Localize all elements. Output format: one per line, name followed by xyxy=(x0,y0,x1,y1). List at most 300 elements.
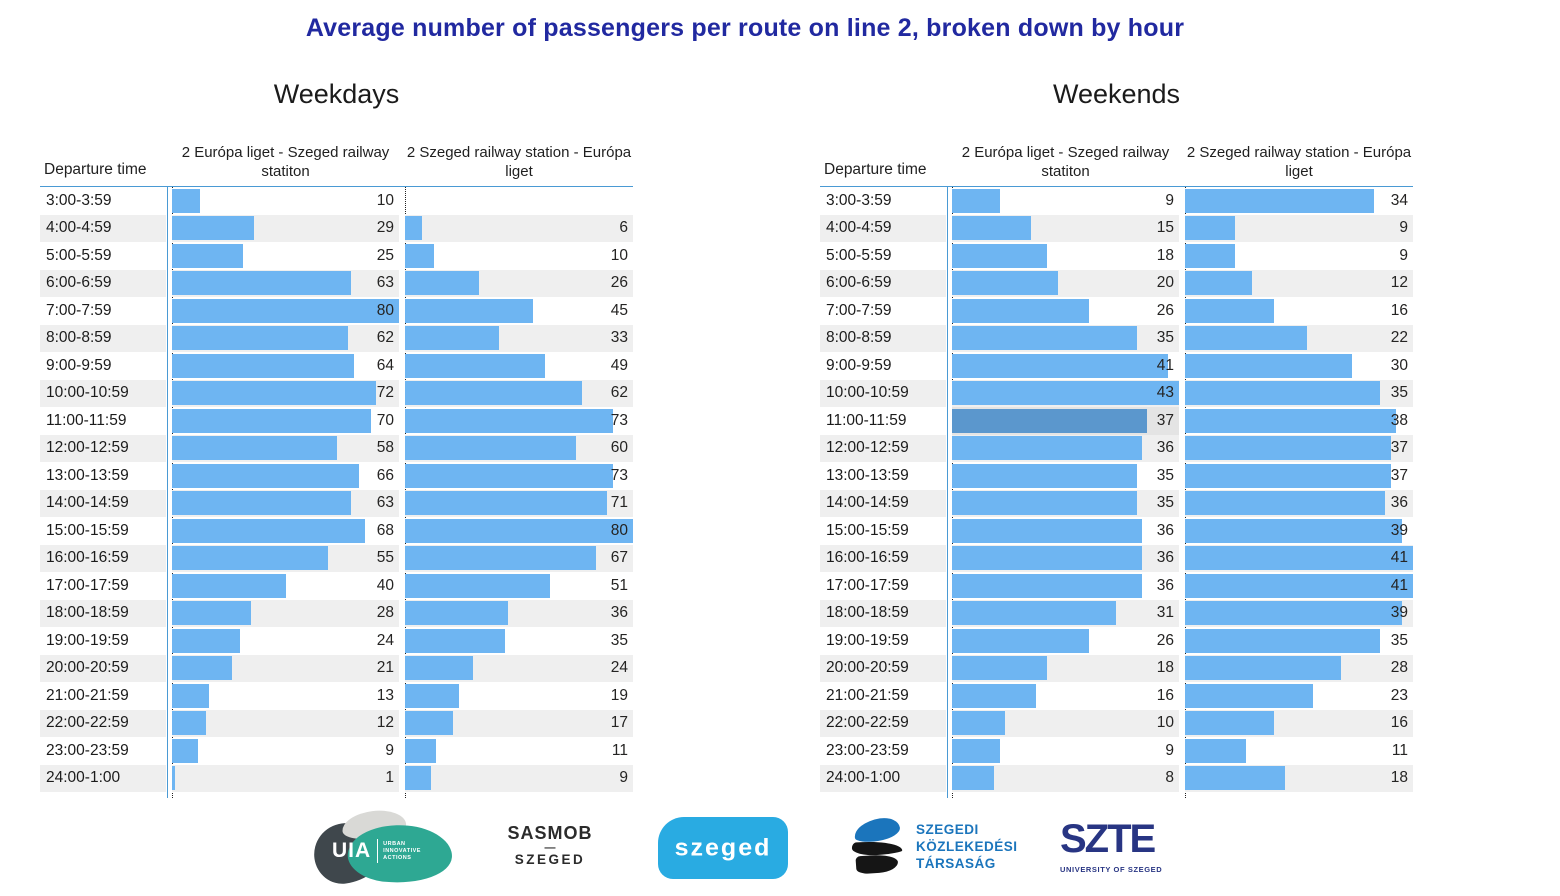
bar-cell[interactable] xyxy=(405,517,633,545)
bar-cell[interactable] xyxy=(1185,490,1413,518)
bar[interactable] xyxy=(405,574,550,598)
bar[interactable] xyxy=(405,216,422,240)
bar[interactable] xyxy=(952,244,1047,268)
bar-cell[interactable] xyxy=(952,682,1179,710)
bar-cell[interactable] xyxy=(172,242,399,270)
departure-time-label: 8:00-8:59 xyxy=(820,325,946,353)
table-row xyxy=(820,352,1413,380)
bar-cell[interactable] xyxy=(172,600,399,628)
departure-time-label: 6:00-6:59 xyxy=(40,270,166,298)
bar[interactable] xyxy=(1185,189,1374,213)
bar-cell[interactable] xyxy=(952,737,1179,765)
bar-cell[interactable] xyxy=(172,215,399,243)
bar[interactable] xyxy=(1185,436,1391,460)
table-row xyxy=(40,380,633,408)
bar[interactable] xyxy=(172,326,348,350)
bar-cell[interactable] xyxy=(172,710,399,738)
bar[interactable] xyxy=(172,656,232,680)
bar[interactable] xyxy=(952,271,1058,295)
sasmob-logo xyxy=(498,823,602,867)
bar-value-label: 34 xyxy=(1390,191,1408,209)
bar-cell[interactable] xyxy=(405,352,633,380)
bar-cell[interactable] xyxy=(1185,737,1413,765)
bar[interactable] xyxy=(1185,299,1274,323)
bar-cell[interactable] xyxy=(172,490,399,518)
bar-cell[interactable] xyxy=(1185,517,1413,545)
uia-logo-subtext: URBAN INNOVATIVE ACTIONS xyxy=(383,840,421,861)
bar-cell[interactable] xyxy=(1185,297,1413,325)
departure-time-label: 15:00-15:59 xyxy=(46,521,129,539)
bar[interactable] xyxy=(405,436,576,460)
bar-cell[interactable] xyxy=(405,407,633,435)
bar-cell[interactable] xyxy=(172,435,399,463)
table-row xyxy=(40,325,633,353)
bar-cell[interactable] xyxy=(172,627,399,655)
bar[interactable] xyxy=(172,436,337,460)
bar-cell[interactable] xyxy=(405,187,633,215)
bar[interactable] xyxy=(405,354,545,378)
bar-cell[interactable] xyxy=(952,270,1179,298)
departure-time-label: 24:00-1:00 xyxy=(820,765,946,793)
bar[interactable] xyxy=(952,216,1031,240)
bar[interactable] xyxy=(1185,354,1352,378)
bar-value-label: 8 xyxy=(1165,769,1174,787)
bar-cell[interactable] xyxy=(405,600,633,628)
bar-cell[interactable] xyxy=(172,187,399,215)
bar[interactable] xyxy=(952,739,1000,763)
table-row xyxy=(40,435,633,463)
bar-value-label: 21 xyxy=(376,659,394,677)
bar-cell[interactable] xyxy=(172,765,399,793)
bar[interactable] xyxy=(952,381,1179,405)
bar[interactable] xyxy=(405,766,431,790)
bar[interactable] xyxy=(952,519,1142,543)
bar-cell[interactable] xyxy=(1185,710,1413,738)
bar-value-label: 9 xyxy=(385,741,394,759)
departure-time-label: 20:00-20:59 xyxy=(820,655,946,683)
bar-cell[interactable] xyxy=(952,325,1179,353)
bar[interactable] xyxy=(172,354,354,378)
bar[interactable] xyxy=(1185,519,1402,543)
bar[interactable] xyxy=(405,464,613,488)
departure-time-label: 21:00-21:59 xyxy=(46,686,129,704)
table-row xyxy=(820,490,1413,518)
bar[interactable] xyxy=(405,684,459,708)
bar-cell[interactable] xyxy=(405,297,633,325)
table-row xyxy=(820,297,1413,325)
bar-value-label: 64 xyxy=(376,356,394,374)
bar-value-label: 33 xyxy=(610,329,628,347)
bar[interactable] xyxy=(405,629,505,653)
table-row xyxy=(40,600,633,628)
bar[interactable] xyxy=(405,409,613,433)
bar-value-label: 80 xyxy=(376,301,394,319)
table-row xyxy=(820,627,1413,655)
bar-cell[interactable] xyxy=(405,545,633,573)
weekdays-chart xyxy=(40,77,633,792)
departure-time-label: 17:00-17:59 xyxy=(46,576,129,594)
bar-cell[interactable] xyxy=(1185,242,1413,270)
departure-time-label: 23:00-23:59 xyxy=(826,741,909,759)
bar-cell[interactable] xyxy=(1185,187,1413,215)
bar[interactable] xyxy=(172,574,286,598)
bar-cell[interactable] xyxy=(405,435,633,463)
bar[interactable] xyxy=(952,299,1089,323)
bar-value-label: 9 xyxy=(619,769,628,787)
szte-logo-text: SZTE xyxy=(1060,817,1155,861)
table-row xyxy=(820,325,1413,353)
bar[interactable] xyxy=(405,244,434,268)
bar-value-label: 43 xyxy=(1156,384,1174,402)
bar[interactable] xyxy=(1185,711,1274,735)
bar-value-label: 35 xyxy=(1390,631,1408,649)
uia-logo xyxy=(312,811,454,889)
bar[interactable] xyxy=(952,189,1000,213)
bar[interactable] xyxy=(1185,574,1413,598)
bar-cell[interactable] xyxy=(405,682,633,710)
bar-cell[interactable] xyxy=(1185,655,1413,683)
bar[interactable] xyxy=(1185,601,1402,625)
column-header-route-1: 2 Európa liget - Szeged railway statiton xyxy=(961,144,1170,180)
bar-value-label: 38 xyxy=(1390,411,1408,429)
bar-value-label: 37 xyxy=(1156,411,1174,429)
bar[interactable] xyxy=(952,766,994,790)
bar-cell[interactable] xyxy=(405,490,633,518)
bar-cell[interactable] xyxy=(172,380,399,408)
bar[interactable] xyxy=(952,326,1137,350)
bar-cell[interactable] xyxy=(952,435,1179,463)
bar[interactable] xyxy=(952,436,1142,460)
bar[interactable] xyxy=(172,189,200,213)
bar-value-label: 18 xyxy=(1156,659,1174,677)
bar-value-label: 73 xyxy=(610,466,628,484)
bar-value-label: 58 xyxy=(376,439,394,457)
bar-cell[interactable] xyxy=(952,517,1179,545)
bar-cell[interactable] xyxy=(405,380,633,408)
bar[interactable] xyxy=(172,601,251,625)
bar-cell[interactable] xyxy=(405,655,633,683)
sasmob-logo-subtext: SZEGED xyxy=(514,852,586,867)
bar-cell[interactable] xyxy=(952,545,1179,573)
bar-cell[interactable] xyxy=(172,655,399,683)
bar[interactable] xyxy=(952,409,1147,433)
axis-line xyxy=(167,187,168,798)
departure-time-label: 19:00-19:59 xyxy=(826,631,909,649)
bar-value-label: 68 xyxy=(376,521,394,539)
bar-cell[interactable] xyxy=(952,380,1179,408)
bar-cell[interactable] xyxy=(1185,325,1413,353)
bar-cell[interactable] xyxy=(405,270,633,298)
bar[interactable] xyxy=(405,299,533,323)
bar-cell[interactable] xyxy=(952,187,1179,215)
bar-cell[interactable] xyxy=(405,572,633,600)
bar-cell[interactable] xyxy=(405,462,633,490)
bar[interactable] xyxy=(1185,491,1385,515)
bar[interactable] xyxy=(952,684,1036,708)
bar-value-label: 26 xyxy=(610,274,628,292)
bar[interactable] xyxy=(405,601,508,625)
bar-value-label: 16 xyxy=(1390,714,1408,732)
bar[interactable] xyxy=(172,739,198,763)
table-row xyxy=(40,270,633,298)
weekdays-heading: Weekdays xyxy=(273,79,400,109)
bar[interactable] xyxy=(405,326,499,350)
column-header-departure-time: Departure time xyxy=(44,161,147,178)
bar-value-label: 13 xyxy=(376,686,394,704)
bar-value-label: 11 xyxy=(1391,741,1408,759)
bar-cell[interactable] xyxy=(952,297,1179,325)
departure-time-label: 19:00-19:59 xyxy=(46,631,129,649)
table-row xyxy=(40,490,633,518)
bar[interactable] xyxy=(172,216,254,240)
bar-cell[interactable] xyxy=(952,352,1179,380)
bar[interactable] xyxy=(1185,739,1246,763)
bar[interactable] xyxy=(952,711,1005,735)
bar-cell[interactable] xyxy=(1185,462,1413,490)
bar-value-label: 63 xyxy=(376,494,394,512)
bar-value-label: 66 xyxy=(376,466,394,484)
bar-value-label: 24 xyxy=(610,659,628,677)
table-row xyxy=(820,710,1413,738)
table-row xyxy=(40,215,633,243)
table-row xyxy=(820,517,1413,545)
sasmob-dash: — xyxy=(544,842,556,854)
bar-cell[interactable] xyxy=(1185,627,1413,655)
bar-cell[interactable] xyxy=(952,600,1179,628)
bar-value-label: 35 xyxy=(1156,494,1174,512)
bar-cell[interactable] xyxy=(405,765,633,793)
bar[interactable] xyxy=(1185,216,1235,240)
bar[interactable] xyxy=(952,354,1168,378)
bar[interactable] xyxy=(405,739,436,763)
departure-time-label: 22:00-22:59 xyxy=(40,710,166,738)
bar[interactable] xyxy=(1185,381,1380,405)
bar[interactable] xyxy=(952,574,1142,598)
bar[interactable] xyxy=(172,546,328,570)
bar-cell[interactable] xyxy=(172,572,399,600)
table-row xyxy=(820,215,1413,243)
bar-value-label: 35 xyxy=(610,631,628,649)
bar-value-label: 41 xyxy=(1390,549,1408,567)
table-row xyxy=(820,682,1413,710)
bar[interactable] xyxy=(1185,656,1341,680)
szeged-logo-text: szeged xyxy=(674,834,772,861)
bar-cell[interactable] xyxy=(1185,270,1413,298)
bar[interactable] xyxy=(1185,409,1396,433)
bar-value-label: 9 xyxy=(1399,219,1408,237)
bar-value-label: 45 xyxy=(610,301,628,319)
bar-cell[interactable] xyxy=(405,242,633,270)
bar-value-label: 9 xyxy=(1399,246,1408,264)
table-row xyxy=(820,187,1413,215)
bar-cell[interactable] xyxy=(405,215,633,243)
bar-cell[interactable] xyxy=(172,545,399,573)
departure-time-label: 24:00-1:00 xyxy=(40,765,166,793)
bar-value-label: 12 xyxy=(376,714,394,732)
bar[interactable] xyxy=(1185,546,1413,570)
bar-cell[interactable] xyxy=(172,352,399,380)
departure-time-label: 16:00-16:59 xyxy=(40,545,166,573)
bar-cell[interactable] xyxy=(952,655,1179,683)
bar-cell[interactable] xyxy=(952,490,1179,518)
bar[interactable] xyxy=(172,409,371,433)
bar-cell[interactable] xyxy=(952,215,1179,243)
bar[interactable] xyxy=(1185,464,1391,488)
bar-value-label: 60 xyxy=(610,439,628,457)
bar[interactable] xyxy=(1185,326,1307,350)
bar[interactable] xyxy=(405,711,453,735)
bar-cell[interactable] xyxy=(172,682,399,710)
departure-time-label: 3:00-3:59 xyxy=(826,191,892,209)
column-header-route-1: 2 Európa liget - Szeged railway statiton xyxy=(181,144,390,180)
bar-cell[interactable] xyxy=(1185,545,1413,573)
departure-time-label: 16:00-16:59 xyxy=(820,545,946,573)
bar[interactable] xyxy=(172,711,206,735)
bar[interactable] xyxy=(1185,766,1285,790)
departure-time-label: 15:00-15:59 xyxy=(826,521,909,539)
bar-cell[interactable] xyxy=(952,572,1179,600)
bar-value-label: 23 xyxy=(1390,686,1408,704)
bar-cell[interactable] xyxy=(952,462,1179,490)
bar-cell[interactable] xyxy=(405,627,633,655)
bar[interactable] xyxy=(172,299,399,323)
bar-value-label: 40 xyxy=(376,576,394,594)
bar-value-label: 36 xyxy=(1390,494,1408,512)
bar-value-label: 6 xyxy=(619,219,628,237)
departure-time-label: 12:00-12:59 xyxy=(40,435,166,463)
bar[interactable] xyxy=(172,766,175,790)
bar[interactable] xyxy=(172,244,243,268)
bar[interactable] xyxy=(172,684,209,708)
bar[interactable] xyxy=(172,629,240,653)
bar[interactable] xyxy=(405,381,582,405)
bar[interactable] xyxy=(172,271,351,295)
bar[interactable] xyxy=(952,629,1089,653)
table-row xyxy=(820,545,1413,573)
bar-cell[interactable] xyxy=(1185,600,1413,628)
bar-cell[interactable] xyxy=(952,627,1179,655)
weekends-chart xyxy=(820,77,1413,792)
departure-time-label: 14:00-14:59 xyxy=(820,490,946,518)
bar-value-label: 49 xyxy=(610,356,628,374)
departure-time-label: 18:00-18:59 xyxy=(820,600,946,628)
table-row xyxy=(40,462,633,490)
bar-cell[interactable] xyxy=(172,737,399,765)
bar-cell[interactable] xyxy=(1185,380,1413,408)
bar-value-label: 26 xyxy=(1156,301,1174,319)
bar-cell[interactable] xyxy=(952,242,1179,270)
bar-cell[interactable] xyxy=(952,765,1179,793)
bar[interactable] xyxy=(952,464,1137,488)
bar-value-label: 24 xyxy=(376,631,394,649)
bar-value-label: 36 xyxy=(1156,549,1174,567)
bar-cell[interactable] xyxy=(1185,572,1413,600)
bar-value-label: 28 xyxy=(1390,659,1408,677)
bar-value-label: 36 xyxy=(1156,576,1174,594)
bar[interactable] xyxy=(405,656,473,680)
bar-cell[interactable] xyxy=(952,710,1179,738)
bar-value-label: 73 xyxy=(610,411,628,429)
bar-value-label: 29 xyxy=(376,219,394,237)
bar[interactable] xyxy=(952,546,1142,570)
bar-cell[interactable] xyxy=(405,737,633,765)
bar-cell[interactable] xyxy=(405,325,633,353)
bar-cell[interactable] xyxy=(405,710,633,738)
bar-cell[interactable] xyxy=(952,407,1179,435)
bar[interactable] xyxy=(405,271,479,295)
bar[interactable] xyxy=(952,491,1137,515)
bar-value-label: 10 xyxy=(610,246,628,264)
bar-cell[interactable] xyxy=(172,462,399,490)
bar-cell[interactable] xyxy=(1185,765,1413,793)
bar-value-label: 10 xyxy=(1156,714,1174,732)
bar[interactable] xyxy=(172,381,376,405)
departure-time-label: 18:00-18:59 xyxy=(40,600,166,628)
column-header-route-2: 2 Szeged railway station - Európa liget xyxy=(406,144,632,180)
departure-time-label: 4:00-4:59 xyxy=(40,215,166,243)
table-row xyxy=(820,435,1413,463)
bar[interactable] xyxy=(405,546,596,570)
bar-cell[interactable] xyxy=(172,407,399,435)
departure-time-label: 4:00-4:59 xyxy=(820,215,946,243)
column-header-route-2: 2 Szeged railway station - Európa liget xyxy=(1186,144,1412,180)
bar[interactable] xyxy=(1185,271,1252,295)
bar-cell[interactable] xyxy=(1185,682,1413,710)
bar[interactable] xyxy=(172,519,365,543)
bar[interactable] xyxy=(172,491,351,515)
bar[interactable] xyxy=(405,491,607,515)
bar-cell[interactable] xyxy=(172,517,399,545)
bar-value-label: 16 xyxy=(1390,301,1408,319)
bar[interactable] xyxy=(952,656,1047,680)
weekends-table-header xyxy=(820,127,1413,187)
bar[interactable] xyxy=(405,519,633,543)
szkt-logo xyxy=(850,817,1018,875)
footer-logos xyxy=(0,805,1560,895)
bar-value-label: 37 xyxy=(1390,439,1408,457)
bar-value-label: 25 xyxy=(376,246,394,264)
table-row xyxy=(820,380,1413,408)
bar-cell[interactable] xyxy=(172,270,399,298)
departure-time-label: 8:00-8:59 xyxy=(40,325,166,353)
bar-value-label: 70 xyxy=(376,411,394,429)
bar-cell[interactable] xyxy=(172,297,399,325)
departure-time-label: 5:00-5:59 xyxy=(46,246,112,264)
bar-value-label: 26 xyxy=(1156,631,1174,649)
bar-cell[interactable] xyxy=(1185,435,1413,463)
bar[interactable] xyxy=(1185,629,1380,653)
bar-value-label: 30 xyxy=(1390,356,1408,374)
bar-cell[interactable] xyxy=(1185,352,1413,380)
bar-cell[interactable] xyxy=(172,325,399,353)
bar-value-label: 35 xyxy=(1156,329,1174,347)
bar-cell[interactable] xyxy=(1185,215,1413,243)
departure-time-label: 13:00-13:59 xyxy=(826,466,909,484)
bar-value-label: 41 xyxy=(1390,576,1408,594)
table-row xyxy=(820,407,1413,435)
szkt-emblem-icon xyxy=(850,817,906,875)
bar[interactable] xyxy=(172,464,359,488)
table-row xyxy=(820,462,1413,490)
szkt-logo-text: SZEGEDI KÖZLEKEDÉSI TÁRSASÁG xyxy=(916,821,1018,871)
bar-value-label: 22 xyxy=(1390,329,1408,347)
bar[interactable] xyxy=(952,601,1116,625)
bar-value-label: 35 xyxy=(1390,384,1408,402)
bar[interactable] xyxy=(1185,684,1313,708)
table-row xyxy=(40,545,633,573)
bar-cell[interactable] xyxy=(1185,407,1413,435)
bar[interactable] xyxy=(1185,244,1235,268)
